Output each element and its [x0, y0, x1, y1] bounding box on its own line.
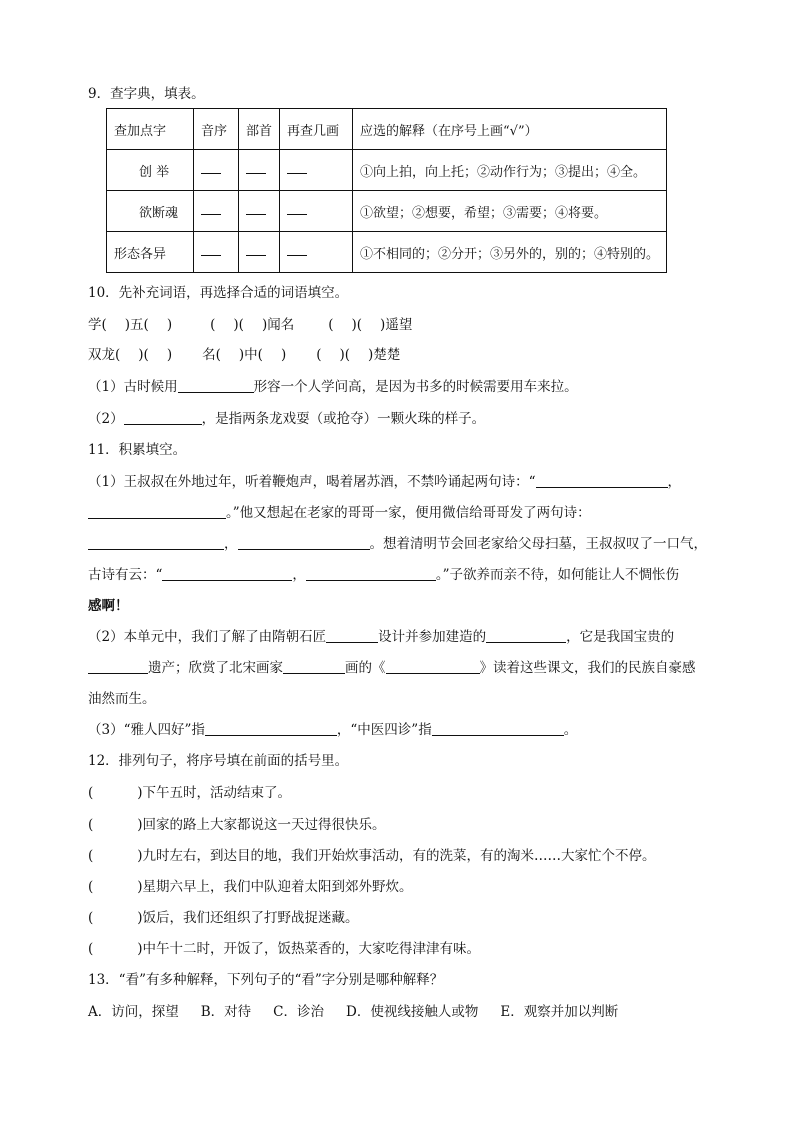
idiom-part: ): [280, 347, 287, 363]
option-a: A．访问，探望: [88, 1004, 179, 1020]
idiom-part: )(: [351, 317, 363, 333]
answer-blank[interactable]: [486, 629, 566, 643]
q12-title: 12．排列句子，将序号填在前面的括号里。: [88, 753, 349, 769]
idiom-part: 学(: [88, 317, 107, 333]
answer-blank[interactable]: [88, 536, 224, 550]
sentence-text: )星期六早上，我们中队迎着太阳到郊外野炊。: [137, 879, 413, 895]
paragraph-text: 画的《: [345, 660, 386, 676]
row-word: 创 举: [107, 150, 194, 191]
paragraph-text: 遗产；欣赏了北宋画家: [148, 660, 283, 676]
list-item[interactable]: [88, 815, 386, 835]
idiom-part: 双龙(: [88, 347, 121, 363]
row-meanings[interactable]: ①向上拍，向上托；②动作行为；③提出；④全。: [353, 150, 667, 191]
paren-open: (: [88, 785, 94, 801]
bushou-blank[interactable]: [246, 163, 266, 174]
answer-blank[interactable]: [386, 660, 480, 674]
sentence-text: 形容一个人学问高，是因为书多的时候需要用车来拉。: [253, 379, 578, 395]
paragraph-text: （2）本单元中，我们了解了由隋朝石匠: [88, 629, 327, 645]
idiom-part: )(: [339, 347, 351, 363]
option-b: B．对待: [200, 1004, 252, 1020]
table-row: [107, 232, 667, 273]
paragraph-text: ，: [224, 536, 238, 552]
option-d: D．使视线接触人或物: [346, 1004, 479, 1020]
q13-title: 13．“看”有多种解释，下列句子的“看”字分别是哪种解释？: [88, 972, 444, 988]
paragraph-text: （3）“雅人四好”指: [88, 722, 205, 738]
header-meaning: 应选的解释（在序号上画“√”）: [353, 109, 667, 150]
paragraph-text: 。”子欲养而亲不待，如何能让人不惆怅伤: [435, 567, 680, 583]
q10-word-row-1: [88, 315, 412, 335]
header-strokes: 再查几画: [280, 109, 353, 150]
q11-p2-line3: 油然而生。: [88, 691, 156, 707]
option-c: C．诊治: [273, 1004, 325, 1020]
idiom-part: (: [316, 347, 322, 363]
table-row: [107, 191, 667, 232]
idiom-part: )五(: [124, 317, 149, 333]
paragraph-text: 。: [563, 722, 578, 738]
paragraph-text: 设计并参加建造的: [378, 629, 487, 645]
row-meanings[interactable]: ①欲望；②想要，希望；③需要；④将要。: [353, 191, 667, 232]
list-item[interactable]: [88, 783, 291, 803]
answer-blank[interactable]: [536, 474, 668, 488]
list-item[interactable]: [88, 908, 359, 928]
idiom-part: ): [166, 317, 173, 333]
idiom-part: (: [210, 317, 216, 333]
sentence-text: （1）古时候用: [88, 379, 178, 395]
q9-title: 9．查字典，填表。: [88, 86, 205, 102]
answer-blank[interactable]: [238, 536, 370, 550]
idiom-part: )遥望: [380, 317, 413, 333]
sentence-text: )中午十二时，开饭了，饭热菜香的，大家吃得津津有味。: [137, 941, 481, 957]
q11-p2-line1: [88, 627, 674, 647]
paren-open: (: [88, 910, 94, 926]
idiom-part: 名(: [202, 347, 221, 363]
yinxu-blank[interactable]: [201, 204, 221, 215]
answer-blank[interactable]: [205, 722, 337, 736]
idiom-part: )中(: [238, 347, 263, 363]
bushou-blank[interactable]: [246, 204, 266, 215]
row-meanings[interactable]: ①不相同的；②分开；③另外的，别的；④特别的。: [353, 232, 667, 273]
idiom-part: (: [328, 317, 334, 333]
sentence-text: )饭后，我们还组织了打野战捉迷藏。: [137, 910, 359, 926]
answer-blank[interactable]: [162, 567, 292, 581]
bushou-blank[interactable]: [246, 245, 266, 256]
paragraph-text: 。想着清明节会回老家给父母扫墓，王叔叔叹了一口气，: [369, 536, 707, 552]
answer-blank[interactable]: [178, 379, 254, 393]
paren-open: (: [88, 941, 94, 957]
idiom-part: )闻名: [261, 317, 295, 333]
paragraph-text: （1）王叔叔在外地过年，听着鞭炮声，喝着屠苏酒，不禁吟诵起两句诗：“: [88, 474, 536, 490]
sentence-text: （2）: [88, 411, 124, 427]
q11-title: 11．积累填空。: [88, 442, 187, 458]
q11-p1-line3: [88, 534, 707, 554]
answer-blank[interactable]: [283, 660, 345, 674]
answer-blank[interactable]: [306, 567, 436, 581]
paren-open: (: [88, 879, 94, 895]
answer-blank[interactable]: [88, 505, 226, 519]
paragraph-text: 古诗有云：“: [88, 567, 163, 583]
header-bushou: 部首: [239, 109, 280, 150]
q11-p2-line2: [88, 658, 696, 678]
strokes-blank[interactable]: [287, 163, 307, 174]
list-item[interactable]: [88, 939, 480, 959]
answer-blank[interactable]: [88, 660, 148, 674]
paragraph-text: 。”他又想起在老家的哥哥一家，便用微信给哥哥发了两句诗：: [226, 505, 591, 521]
q11-p3: [88, 720, 577, 740]
paragraph-text: 》读着这些课文，我们的民族自豪感: [479, 660, 696, 676]
strokes-blank[interactable]: [287, 245, 307, 256]
list-item[interactable]: [88, 877, 413, 897]
paragraph-text: ，: [292, 567, 306, 583]
paragraph-text: ，它是我国宝贵的: [566, 629, 675, 645]
q10-word-row-2: [88, 345, 400, 365]
q11-p1-line4: [88, 565, 679, 585]
yinxu-blank[interactable]: [201, 245, 221, 256]
row-word: 欲断魂: [107, 191, 194, 232]
sentence-text: )回家的路上大家都说这一天过得很快乐。: [137, 817, 386, 833]
q11-p1-line5: 感啊！: [88, 598, 129, 614]
idiom-part: ): [166, 347, 173, 363]
paragraph-text: ，: [667, 474, 681, 490]
paren-open: (: [88, 817, 94, 833]
answer-blank[interactable]: [326, 629, 378, 643]
strokes-blank[interactable]: [287, 204, 307, 215]
answer-blank[interactable]: [124, 411, 202, 425]
header-yinxu: 音序: [194, 109, 239, 150]
table-row: [107, 150, 667, 191]
q10-sentence-1: [88, 377, 578, 397]
option-e: E．观察并加以判断: [500, 1004, 619, 1020]
idiom-part: )(: [138, 347, 149, 363]
table-header-row: [107, 109, 667, 150]
q10-sentence-2: [88, 409, 485, 429]
q10-title: 10．先补充词语，再选择合适的词语填空。: [88, 285, 349, 301]
idiom-part: )楚楚: [368, 347, 401, 363]
idiom-part: )(: [233, 317, 244, 333]
q11-p1-line2: [88, 503, 591, 523]
row-word: 形态各异: [107, 232, 194, 273]
yinxu-blank[interactable]: [201, 163, 221, 174]
q13-options: [88, 1002, 640, 1022]
sentence-text: )下午五时，活动结束了。: [137, 785, 292, 801]
q11-p1-line1: [88, 472, 681, 492]
paren-open: (: [88, 848, 94, 864]
header-char: 查加点字: [107, 109, 194, 150]
sentence-text: )九时左右，到达目的地，我们开始炊事活动，有的洗菜，有的淘米……大家忙个不停。: [137, 848, 656, 864]
answer-blank[interactable]: [432, 722, 564, 736]
sentence-text: ，是指两条龙戏耍（或抢夺）一颗火珠的样子。: [201, 411, 486, 427]
list-item[interactable]: [88, 846, 656, 866]
paragraph-text: ，“中医四诊”指: [336, 722, 432, 738]
dictionary-table: [106, 108, 667, 273]
